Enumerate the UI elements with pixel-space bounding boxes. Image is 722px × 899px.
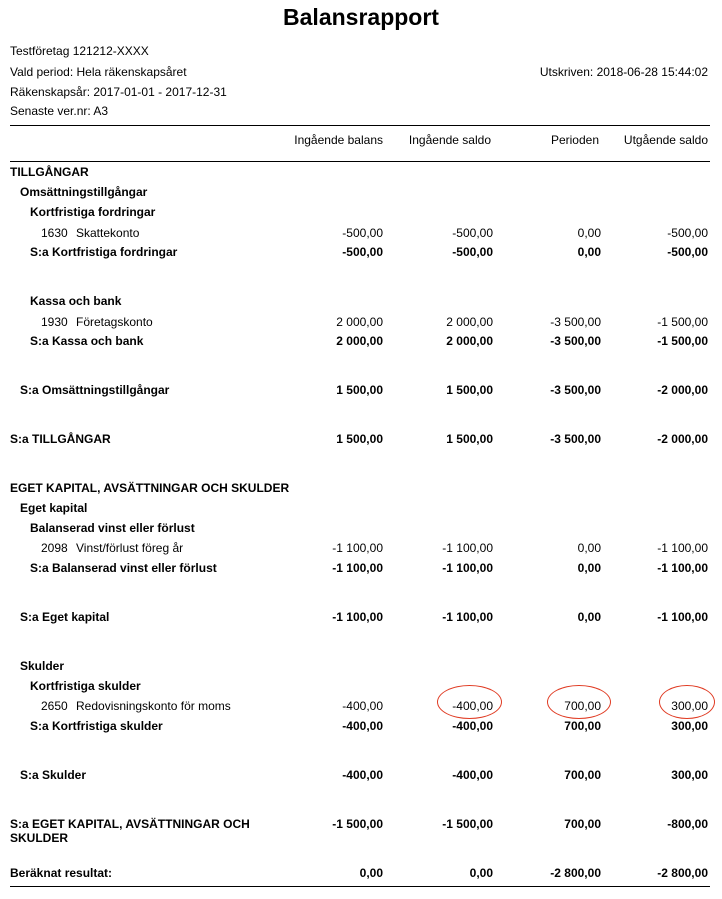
amount-ingaende-saldo: 2 000,00	[446, 315, 493, 329]
annotation-circle-ingaende-saldo	[437, 685, 502, 719]
column-header-utgaende-saldo: Utgående saldo	[623, 133, 708, 147]
header-top-rule	[10, 125, 710, 126]
amount-ingaende-balans: -400,00	[342, 719, 383, 733]
column-header-ingaende-saldo: Ingående saldo	[408, 133, 491, 147]
amount-perioden: 0,00	[577, 226, 601, 240]
amount-ingaende-saldo: 1 500,00	[446, 383, 493, 397]
amount-ingaende-saldo: -500,00	[452, 245, 493, 259]
subtotal-label: S:a Eget kapital	[20, 610, 110, 624]
section-heading: Skulder	[20, 659, 65, 673]
annotation-circle-utgaende-saldo	[659, 685, 715, 719]
amount-ingaende-balans: 1 500,00	[336, 383, 383, 397]
amount-ingaende-balans: -500,00	[342, 226, 383, 240]
subtotal-label: S:a Skulder	[20, 768, 87, 782]
amount-ingaende-balans: -1 500,00	[332, 817, 383, 831]
account-name: Skattekonto	[76, 226, 140, 240]
amount-utgaende-saldo: -1 500,00	[657, 334, 708, 348]
amount-perioden: 0,00	[577, 541, 601, 555]
section-heading: Omsättningstillgångar	[20, 185, 148, 199]
account-number: 1630	[41, 226, 68, 240]
account-name: Redovisningskonto för moms	[76, 699, 231, 713]
amount-ingaende-saldo: -400,00	[452, 699, 493, 713]
printed-timestamp: Utskriven: 2018-06-28 15:44:02	[539, 65, 708, 79]
amount-utgaende-saldo: -2 000,00	[657, 383, 708, 397]
subtotal-label-continued: SKULDER	[10, 831, 69, 845]
column-header-ingaende-balans: Ingående balans	[294, 133, 383, 147]
amount-utgaende-saldo: -1 100,00	[657, 561, 708, 575]
account-number: 2098	[41, 541, 68, 555]
amount-ingaende-balans: -400,00	[342, 768, 383, 782]
amount-perioden: 700,00	[564, 768, 601, 782]
amount-utgaende-saldo: -1 500,00	[657, 315, 708, 329]
amount-ingaende-balans: -1 100,00	[332, 610, 383, 624]
amount-perioden: -3 500,00	[550, 315, 601, 329]
section-heading: Balanserad vinst eller förlust	[30, 521, 195, 535]
amount-ingaende-balans: 2 000,00	[336, 334, 383, 348]
subtotal-label: S:a Kortfristiga skulder	[30, 719, 163, 733]
section-heading: Eget kapital	[20, 501, 88, 515]
amount-perioden: -3 500,00	[550, 432, 601, 446]
account-number: 2650	[41, 699, 68, 713]
subtotal-label: S:a Balanserad vinst eller förlust	[30, 561, 217, 575]
last-voucher-number: Senaste ver.nr: A3	[10, 104, 109, 118]
amount-perioden: -3 500,00	[550, 383, 601, 397]
amount-ingaende-saldo: -400,00	[452, 719, 493, 733]
subtotal-label: S:a EGET KAPITAL, AVSÄTTNINGAR OCH	[10, 817, 250, 831]
amount-utgaende-saldo: 300,00	[671, 719, 708, 733]
amount-perioden: -2 800,00	[550, 866, 601, 880]
amount-ingaende-balans: -400,00	[342, 699, 383, 713]
footer-rule	[10, 886, 710, 887]
amount-utgaende-saldo: -2 000,00	[657, 432, 708, 446]
section-heading: Kortfristiga fordringar	[30, 205, 156, 219]
account-name: Vinst/förlust föreg år	[76, 541, 184, 555]
amount-ingaende-saldo: -400,00	[452, 768, 493, 782]
company-name: Testföretag 121212-XXXX	[10, 44, 149, 58]
amount-ingaende-saldo: 0,00	[469, 866, 493, 880]
account-name: Företagskonto	[76, 315, 153, 329]
section-heading: EGET KAPITAL, AVSÄTTNINGAR OCH SKULDER	[10, 481, 290, 495]
amount-ingaende-balans: -1 100,00	[332, 541, 383, 555]
subtotal-label: S:a Kassa och bank	[30, 334, 144, 348]
amount-utgaende-saldo: -500,00	[667, 245, 708, 259]
column-header-perioden: Perioden	[550, 133, 599, 147]
amount-perioden: 700,00	[564, 719, 601, 733]
subtotal-label: S:a TILLGÅNGAR	[10, 432, 111, 446]
subtotal-label: Beräknat resultat:	[10, 866, 113, 880]
header-bottom-rule	[10, 161, 710, 162]
amount-ingaende-balans: 1 500,00	[336, 432, 383, 446]
amount-perioden: 0,00	[577, 561, 601, 575]
amount-ingaende-balans: 0,00	[359, 866, 383, 880]
section-heading: Kortfristiga skulder	[30, 679, 141, 693]
subtotal-label: S:a Omsättningstillgångar	[20, 383, 170, 397]
amount-perioden: 0,00	[577, 245, 601, 259]
amount-ingaende-saldo: -1 500,00	[442, 817, 493, 831]
amount-ingaende-saldo: 2 000,00	[446, 334, 493, 348]
amount-ingaende-balans: 2 000,00	[336, 315, 383, 329]
subtotal-label: S:a Kortfristiga fordringar	[30, 245, 178, 259]
account-number: 1930	[41, 315, 68, 329]
amount-perioden: -3 500,00	[550, 334, 601, 348]
amount-utgaende-saldo: -500,00	[667, 226, 708, 240]
amount-perioden: 700,00	[564, 817, 601, 831]
amount-ingaende-balans: -500,00	[342, 245, 383, 259]
amount-ingaende-saldo: 1 500,00	[446, 432, 493, 446]
amount-ingaende-saldo: -500,00	[452, 226, 493, 240]
section-heading: Kassa och bank	[30, 294, 122, 308]
report-title: Balansrapport	[283, 4, 439, 30]
amount-ingaende-saldo: -1 100,00	[442, 610, 493, 624]
section-heading: TILLGÅNGAR	[10, 165, 89, 179]
amount-ingaende-saldo: -1 100,00	[442, 561, 493, 575]
amount-utgaende-saldo: -800,00	[667, 817, 708, 831]
selected-period: Vald period: Hela räkenskapsåret	[10, 65, 187, 79]
amount-perioden: 0,00	[577, 610, 601, 624]
amount-utgaende-saldo: -1 100,00	[657, 541, 708, 555]
amount-utgaende-saldo: -1 100,00	[657, 610, 708, 624]
amount-ingaende-balans: -1 100,00	[332, 561, 383, 575]
amount-utgaende-saldo: 300,00	[671, 699, 708, 713]
amount-ingaende-saldo: -1 100,00	[442, 541, 493, 555]
amount-perioden: 700,00	[564, 699, 601, 713]
annotation-circle-perioden	[547, 685, 611, 719]
amount-utgaende-saldo: -2 800,00	[657, 866, 708, 880]
fiscal-year: Räkenskapsår: 2017-01-01 - 2017-12-31	[10, 85, 227, 99]
amount-utgaende-saldo: 300,00	[671, 768, 708, 782]
